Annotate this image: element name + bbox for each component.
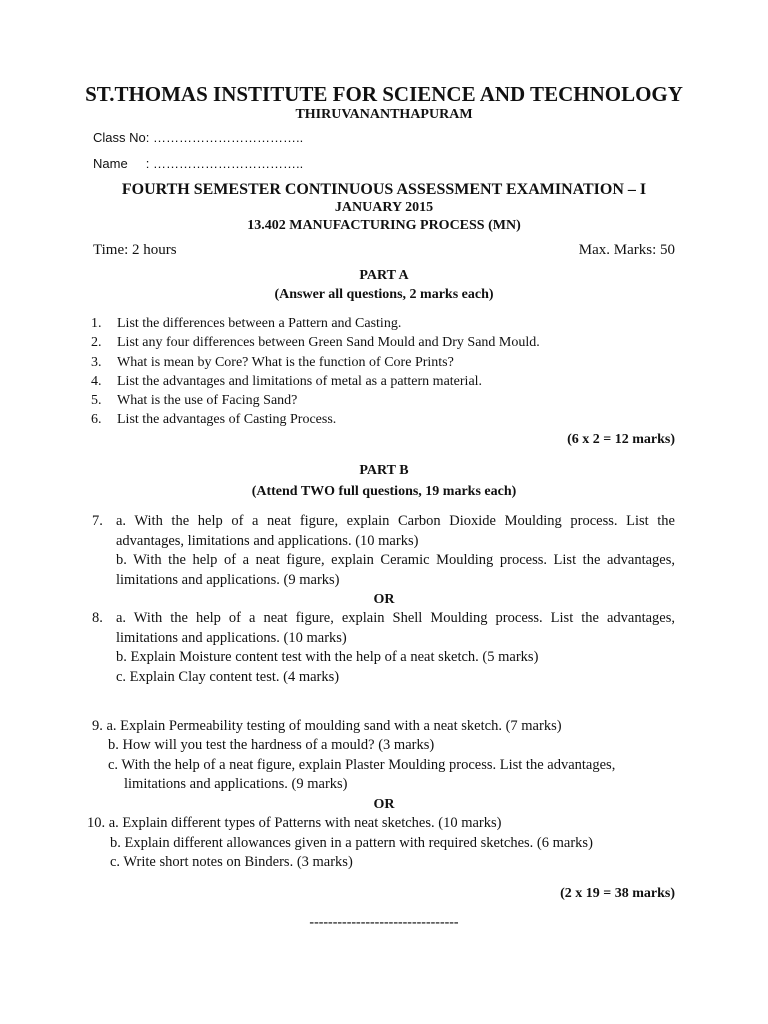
class-no-field: Class No: …………………………….. bbox=[93, 130, 304, 145]
question-9b: b. How will you test the hardness of a mould? (3 marks) bbox=[108, 737, 435, 753]
part-b-title: PART B bbox=[359, 463, 409, 478]
list-item bbox=[91, 391, 540, 410]
question-7b-line1: b. With the help of a neat figure, explain Ceramic Moulding process. List the advantages, bbox=[116, 552, 675, 568]
question-number: 4. bbox=[91, 373, 102, 389]
question-7b-line2: limitations and applications. (9 marks) bbox=[116, 571, 340, 588]
max-marks-label: Max. Marks: 50 bbox=[578, 242, 675, 258]
end-rule: -------------------------------- bbox=[309, 915, 459, 930]
question-9a: 9. a. Explain Permeability testing of moulding sand with a neat sketch. (7 marks) bbox=[92, 718, 562, 734]
question-8b: b. Explain Moisture content test with the help of a neat sketch. (5 marks) bbox=[116, 649, 539, 665]
question-text: List the advantages and limitations of metal as a pattern material. bbox=[117, 373, 483, 389]
question-number: 3. bbox=[91, 354, 102, 370]
question-7a-line1: a. With the help of a neat figure, explain Carbon Dioxide Moulding process. List the bbox=[116, 513, 675, 529]
question-text: List the advantages of Casting Process. bbox=[117, 412, 337, 428]
city-subtitle: THIRUVANANTHAPURAM bbox=[295, 107, 473, 122]
question-text: List the differences between a Pattern and Casting. bbox=[117, 316, 402, 331]
question-number: 1. bbox=[91, 316, 102, 331]
question-number: 5. bbox=[91, 393, 102, 409]
or-separator: OR bbox=[373, 592, 395, 607]
question-9c-line2: limitations and applications. (9 marks) bbox=[124, 776, 348, 792]
institute-title: ST.THOMAS INSTITUTE FOR SCIENCE AND TECHNOLOGY bbox=[85, 82, 683, 106]
question-text: What is the use of Facing Sand? bbox=[117, 393, 298, 409]
question-8a-line1: a. With the help of a neat figure, explain Shell Moulding process. List the advantages, bbox=[116, 610, 675, 626]
part-a-list bbox=[91, 314, 540, 430]
question-text: What is mean by Core? What is the function of Core Prints? bbox=[117, 354, 454, 370]
subject-title: 13.402 MANUFACTURING PROCESS (MN) bbox=[247, 218, 521, 233]
list-item bbox=[91, 410, 540, 429]
part-a-instruction: (Answer all questions, 2 marks each) bbox=[274, 287, 494, 302]
list-item bbox=[91, 333, 540, 352]
part-a-title: PART A bbox=[359, 268, 409, 283]
question-9c-line1: c. With the help of a neat figure, explain Plaster Moulding process. List the advantages, bbox=[108, 757, 616, 773]
part-a-total: (6 x 2 = 12 marks) bbox=[567, 432, 675, 447]
question-8-number: 8. bbox=[92, 610, 103, 626]
question-10b: b. Explain different allowances given in a pattern with required sketches. (6 marks) bbox=[110, 835, 593, 851]
question-7 bbox=[116, 512, 675, 590]
question-7a-line2: advantages, limitations and applications. (10 marks) bbox=[116, 532, 419, 549]
question-number: 6. bbox=[91, 412, 102, 428]
exam-title: FOURTH SEMESTER CONTINUOUS ASSESSMENT EXAMINATION – I bbox=[121, 181, 647, 198]
question-10a: 10. a. Explain different types of Patterns with neat sketches. (10 marks) bbox=[87, 815, 502, 831]
part-b-instruction: (Attend TWO full questions, 19 marks each) bbox=[251, 484, 517, 499]
question-text: List any four differences between Green Sand Mould and Dry Sand Mould. bbox=[117, 335, 540, 351]
question-8c: c. Explain Clay content test. (4 marks) bbox=[116, 668, 340, 685]
question-7-number: 7. bbox=[92, 513, 103, 529]
list-item bbox=[91, 372, 540, 391]
list-item bbox=[91, 314, 540, 333]
exam-month: JANUARY 2015 bbox=[334, 200, 434, 215]
question-8a-line2: limitations and applications. (10 marks) bbox=[116, 629, 347, 646]
part-b-total: (2 x 19 = 38 marks) bbox=[560, 886, 675, 901]
or-separator: OR bbox=[373, 797, 395, 812]
time-label: Time: 2 hours bbox=[93, 242, 177, 258]
question-10c: c. Write short notes on Binders. (3 marks) bbox=[110, 854, 353, 870]
list-item bbox=[91, 353, 540, 372]
name-field: Name : …………………………….. bbox=[93, 156, 304, 171]
question-8 bbox=[116, 609, 675, 687]
question-number: 2. bbox=[91, 335, 102, 351]
